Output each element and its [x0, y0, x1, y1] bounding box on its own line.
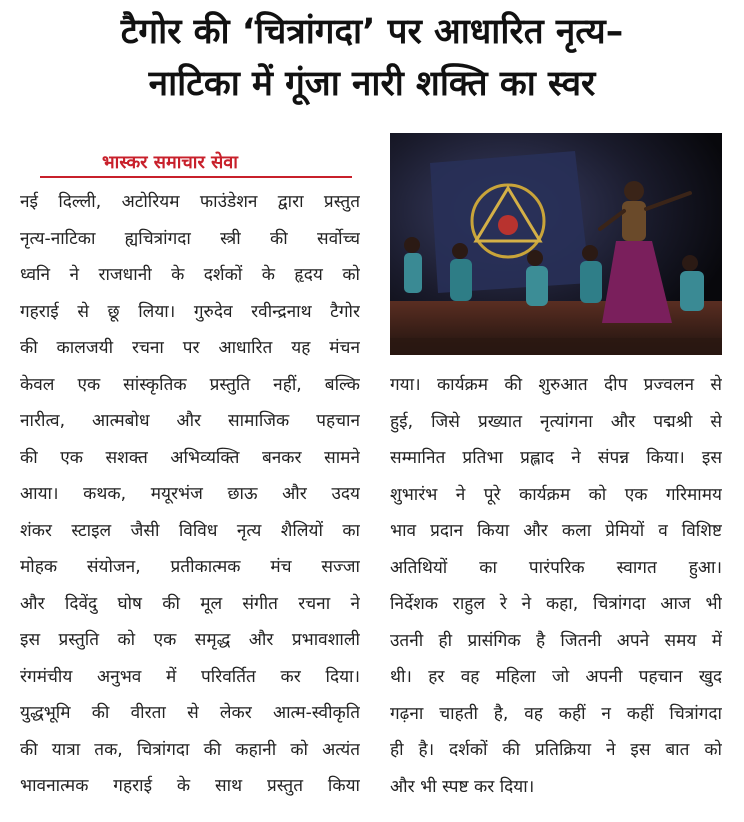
article-line: नई दिल्ली, अटोरियम फाउंडेशन द्वारा प्रस्तुत [20, 192, 360, 212]
article-line: भावनात्मक गहराई के साथ प्रस्तुत किया [20, 776, 360, 796]
headline-line-1: टैगोर की ‘चित्रांगदा’ पर आधारित नृत्य– [120, 12, 624, 52]
article-line: गहराई से छू लिया। गुरुदेव रवीन्द्रनाथ टैगोर [20, 301, 360, 322]
article-line: नारीत्व, आत्मबोध और सामाजिक पहचान [20, 411, 360, 431]
article-line: केवल एक सांस्कृतिक प्रस्तुति नहीं, बल्कि [20, 374, 360, 395]
byline-rule [40, 176, 352, 178]
article-line: और दिवेंदु घोष की मूल संगीत रचना ने [20, 593, 360, 614]
article-line: गया। कार्यक्रम की शुरुआत दीप प्रज्वलन से [390, 375, 722, 395]
article-line: थी। हर वह महिला जो अपनी पहचान खुद [390, 667, 722, 687]
article-right-column [390, 367, 722, 805]
article-line: आया। कथक, मयूरभंज छाऊ और उदय [20, 484, 360, 504]
headline [0, 6, 744, 110]
stage-photo-illustration [390, 133, 722, 355]
byline: भास्कर समाचार सेवा [102, 152, 238, 173]
article-line: की एक सशक्त अभिव्यक्ति बनकर सामने [20, 447, 360, 468]
article-line: शंकर स्टाइल जैसी विविध नृत्य शैलियों का [20, 520, 360, 541]
article-line: और भी स्पष्ट कर दिया। [390, 776, 535, 797]
article-line: भाव प्रदान किया और कला प्रेमियों व विशिष्ट [390, 521, 722, 541]
article-line: गढ़ना चाहती है, वह कहीं न कहीं चित्रांगदा [390, 703, 722, 724]
article-line: निर्देशक राहुल रे ने कहा, चित्रांगदा आज भी [390, 594, 722, 614]
dance-performance-photo [390, 133, 722, 355]
article-left-column [20, 184, 360, 805]
article-line: नृत्य-नाटिका ह्यचित्रांगदा स्त्री की सर्वोच्च [20, 228, 360, 249]
article-line: मोहक संयोजन, प्रतीकात्मक मंच सज्जा [20, 557, 360, 577]
article-line: हुई, जिसे प्रख्यात नृत्यांगना और पद्मश्री से [390, 411, 722, 432]
article-line: की कालजयी रचना पर आधारित यह मंचन [20, 338, 360, 358]
article-line: शुभारंभ ने पूरे कार्यक्रम को एक गरिमामय [390, 484, 722, 505]
article-line: की यात्रा तक, चित्रांगदा की कहानी को अत्यंत [20, 739, 360, 760]
article-line: रंगमंचीय अनुभव में परिवर्तित कर दिया। [20, 666, 360, 687]
article-line: ही है। दर्शकों की प्रतिक्रिया ने इस बात को [390, 740, 722, 760]
headline-line-2: नाटिका में गूंजा नारी शक्ति का स्वर [148, 64, 596, 104]
article-line: इस प्रस्तुति को एक समृद्ध और प्रभावशाली [20, 630, 360, 650]
article-line: उतनी ही प्रासंगिक है जितनी अपने समय में [390, 630, 722, 651]
article-line: अतिथियों का पारंपरिक स्वागत हुआ। [390, 557, 722, 578]
article-line: युद्धभूमि की वीरता से लेकर आत्म-स्वीकृति [20, 703, 360, 723]
article-line: सम्मानित प्रतिभा प्रह्लाद ने संपन्न किया। इस [390, 448, 722, 468]
article-line: ध्वनि ने राजधानी के दर्शकों के हृदय को [20, 265, 360, 285]
